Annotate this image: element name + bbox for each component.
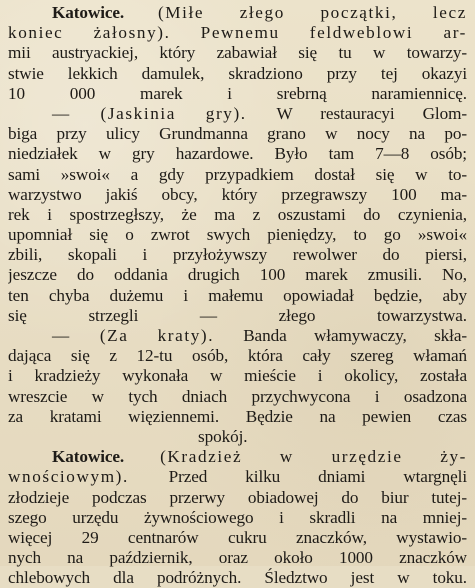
text-segment: warzystwo jakiś obcy, który przegrawszy 100 ma- — [8, 184, 467, 204]
text-line — [8, 104, 467, 124]
text-line — [8, 568, 467, 588]
text-line — [8, 245, 467, 265]
text-segment: — (Jaskinia gry). — [52, 103, 277, 123]
text-line — [8, 23, 467, 43]
text-segment: spokój. — [198, 426, 248, 446]
text-line — [8, 447, 467, 467]
text-line — [8, 366, 467, 386]
text-line — [8, 488, 467, 508]
text-segment: wreszcie w tych dniach przychwycona i osadzona — [8, 386, 467, 406]
text-segment: upomniał się o zwrot swych pieniędzy, to go »swoi« — [8, 225, 467, 245]
text-segment: — (Za kraty). — [52, 326, 244, 345]
text-segment: szego urzędu żywnościowego i skradli na mniej- — [8, 507, 467, 527]
text-segment: więcej 29 centnarów cukru znaczków, wystawio- — [8, 527, 467, 547]
text-line — [8, 3, 467, 23]
text-segment: i kradzieży wykonała w mieście i okolicy, została — [8, 366, 467, 386]
text-line — [8, 306, 467, 326]
text-segment: Przed kilku dniami wtargnęli — [168, 467, 467, 487]
text-line — [8, 265, 467, 285]
text-line — [8, 467, 467, 487]
text-line — [8, 205, 467, 225]
text-line — [8, 427, 467, 447]
text-segment: jeszcze do oddania drugich 100 marek zmusili. No, — [8, 265, 467, 285]
text-line — [8, 528, 467, 548]
text-line — [8, 144, 467, 164]
text-segment: (Miłe złego początki, lecz — [157, 3, 467, 22]
text-segment: dająca się z 12-tu osób, która cały szereg włamań — [8, 346, 467, 366]
text-segment: Banda włamywaczy, skła- — [243, 326, 467, 345]
text-segment: wnościowym). — [8, 467, 169, 487]
text-segment: biga przy ulicy Grundmanna grano w nocy na po- — [8, 124, 467, 144]
text-segment: nych na październik, oraz około 1000 znaczków — [8, 548, 467, 568]
text-line — [8, 387, 467, 407]
text-line — [8, 548, 467, 568]
text-segment: chlebowych dla podróżnych. Śledztwo jest w toku. — [8, 568, 467, 588]
text-segment: stwie lekkich damulek, skradziono przy tej okazyi — [8, 63, 467, 83]
text-segment: niedziałek w gry hazardowe. Było tam 7—8 osób; — [8, 144, 467, 164]
text-segment: sami »swoi« a gdy przypadkiem dostał się w to- — [8, 164, 467, 184]
text-line — [8, 43, 467, 63]
text-line — [8, 64, 467, 84]
text-line — [8, 407, 467, 427]
text-line — [8, 84, 467, 104]
text-segment: mii austryackiej, który zabawiał się tu w towarzy- — [8, 43, 467, 63]
text-segment: (Kradzież w urzędzie ży- — [160, 447, 467, 467]
text-line — [8, 225, 467, 245]
text-segment: 10 000 marek i srebrną naramiennicę. — [8, 83, 467, 103]
text-segment: rek i spostrzegłszy, że ma z oszustami do czynienia, — [8, 204, 467, 224]
text-line — [8, 185, 467, 205]
text-line — [8, 165, 467, 185]
text-segment: ten chyba dużemu i małemu opowiadał będzie, aby — [8, 285, 467, 305]
text-line — [8, 346, 467, 366]
place-heading: Katowice. — [52, 3, 158, 22]
text-line — [8, 326, 467, 346]
text-segment: koniec żałosny). Pewnemu feldweblowi ar- — [8, 23, 467, 43]
text-segment: W restauracyi Glom- — [276, 103, 467, 123]
text-segment: zbili, skopali i przyłożywszy rewolwer do piersi, — [8, 245, 467, 265]
article-column — [8, 3, 467, 588]
place-heading: Katowice. — [52, 447, 161, 467]
text-line — [8, 508, 467, 528]
text-segment: za kratami więziennemi. Będzie na pewien czas — [8, 406, 467, 426]
text-line — [8, 286, 467, 306]
text-segment: złodzieje podczas przerwy obiadowej do biur tutej- — [8, 487, 467, 507]
text-segment: się strzegli — złego towarzystwa. — [8, 305, 467, 325]
text-line — [8, 124, 467, 144]
